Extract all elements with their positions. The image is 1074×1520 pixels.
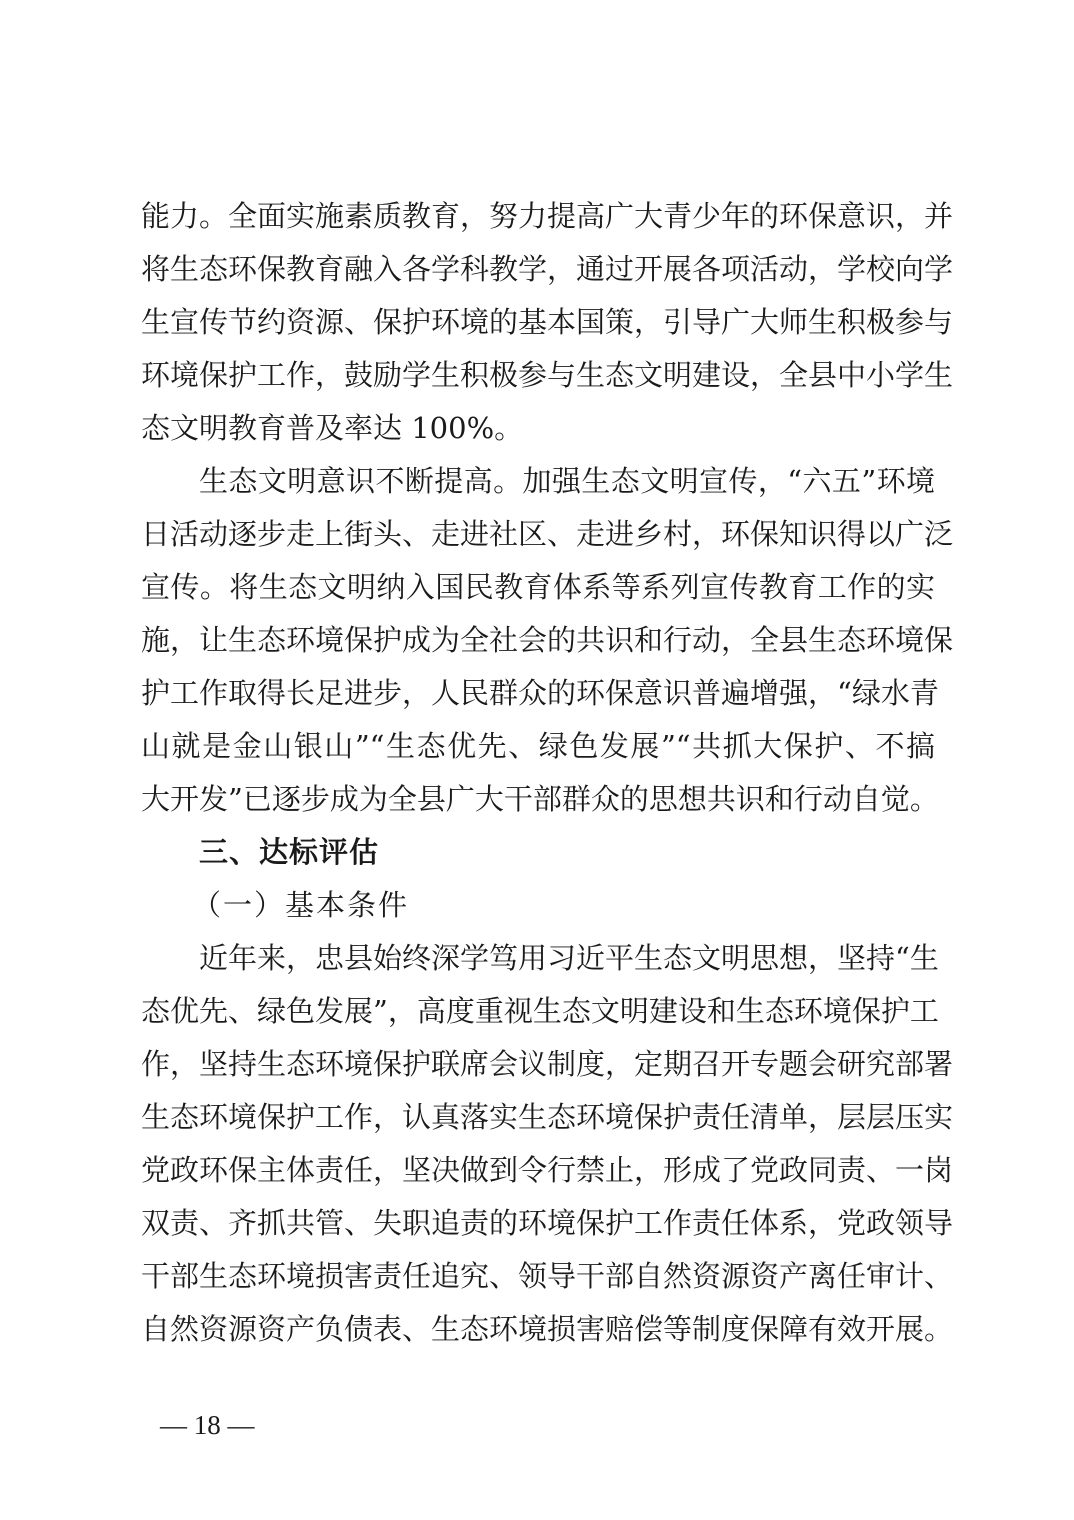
paragraph-2-line-5: 护工作取得长足进步，人民群众的环保意识普遍增强，“绿水青 [141, 676, 939, 710]
paragraph-3-line-4: 生态环境保护工作，认真落实生态环境保护责任清单，层层压实 [141, 1100, 954, 1134]
paragraph-2-line-2: 日活动逐步走上街头、走进社区、走进乡村，环保知识得以广泛 [141, 517, 954, 551]
paragraph-3-line-1: 近年来，忠县始终深学笃用习近平生态文明思想，坚持“生 [199, 941, 939, 975]
paragraph-3-line-6: 双责、齐抓共管、失职追责的环境保护工作责任体系，党政领导 [141, 1206, 954, 1240]
paragraph-1-line-3: 生宣传节约资源、保护环境的基本国策，引导广大师生积极参与 [141, 305, 954, 339]
paragraph-3-line-5: 党政环保主体责任，坚决做到令行禁止，形成了党政同责、一岗 [141, 1153, 954, 1187]
paragraph-2-line-7: 大开发”已逐步成为全县广大干部群众的思想共识和行动自觉。 [141, 782, 939, 816]
paragraph-3-line-2: 态优先、绿色发展”，高度重视生态文明建设和生态环境保护工 [141, 994, 939, 1028]
paragraph-1-line-1: 能力。全面实施素质教育，努力提高广大青少年的环保意识，并 [141, 199, 954, 233]
page-number: — 18 — [160, 1410, 255, 1440]
paragraph-3-line-8: 自然资源资产负债表、生态环境损害赔偿等制度保障有效开展。 [141, 1312, 954, 1346]
paragraph-2-line-1: 生态文明意识不断提高。加强生态文明宣传，“六五”环境 [199, 464, 935, 498]
paragraph-2-line-6: 山就是金山银山”“生态优先、绿色发展”“共抓大保护、不搞 [141, 729, 935, 763]
paragraph-1-line-5: 态文明教育普及率达 100%。 [141, 411, 524, 445]
paragraph-2-line-3: 宣传。将生态文明纳入国民教育体系等系列宣传教育工作的实 [141, 570, 935, 604]
paragraph-1-line-4: 环境保护工作，鼓励学生积极参与生态文明建设，全县中小学生 [141, 358, 954, 392]
section-heading: 三、达标评估 [199, 835, 380, 869]
paragraph-3-line-7: 干部生态环境损害责任追究、领导干部自然资源资产离任审计、 [141, 1259, 954, 1293]
paragraph-3-line-3: 作，坚持生态环境保护联席会议制度，定期召开专题会研究部署 [141, 1047, 954, 1081]
sub-heading: （一）基本条件 [192, 888, 410, 922]
paragraph-1-line-2: 将生态环保教育融入各学科教学，通过开展各项活动，学校向学 [141, 252, 954, 286]
paragraph-2-line-4: 施，让生态环境保护成为全社会的共识和行动，全县生态环境保 [141, 623, 954, 657]
